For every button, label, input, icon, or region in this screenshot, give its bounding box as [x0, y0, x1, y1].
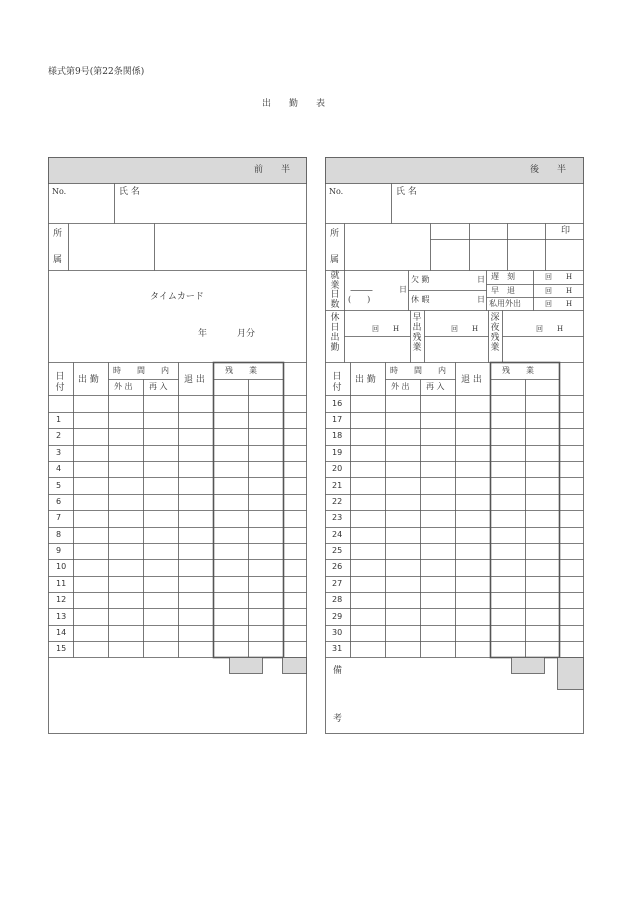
- right-section-label: 後 半: [530, 165, 567, 175]
- day-label: 29: [332, 611, 343, 621]
- left-no-label: No.: [52, 187, 67, 196]
- right-col-date: 日 付: [332, 372, 342, 393]
- day-label: 28: [332, 595, 343, 605]
- day-label: 23: [332, 513, 343, 523]
- early-label: 早 退: [491, 286, 515, 295]
- absence-label: 欠 勤: [411, 275, 430, 284]
- day-label: 9: [56, 546, 62, 556]
- left-affiliation-top: 所: [53, 229, 63, 239]
- day-label: 21: [332, 480, 343, 490]
- day-label: 14: [56, 627, 67, 637]
- early-ot-label: 早 出 残 業: [412, 313, 422, 353]
- absence-unit: 日: [477, 275, 485, 284]
- form-number: 様式第9号(第22条関係): [48, 67, 145, 77]
- night-ot-label: 深 夜 残 業: [490, 313, 500, 353]
- day-label: 3: [56, 447, 62, 457]
- workdays-paren: ( ): [348, 295, 371, 304]
- right-col-out: 外 出: [391, 382, 410, 391]
- right-affiliation-top: 所: [330, 229, 340, 239]
- left-col-attendance: 出 勤: [78, 375, 99, 385]
- early-unit: 回 H: [545, 287, 573, 295]
- document-title: 出 勤 表: [262, 99, 326, 109]
- day-label: 11: [56, 578, 67, 588]
- day-label: 4: [56, 464, 62, 474]
- right-col-attendance: 出 勤: [355, 375, 376, 385]
- left-section-label: 前 半: [254, 165, 291, 175]
- day-label: 19: [332, 447, 343, 457]
- day-label: 17: [332, 415, 343, 425]
- left-col-overtime: 残 業: [225, 366, 257, 375]
- day-label: 10: [56, 562, 67, 572]
- right-name-label: 氏 名: [396, 187, 417, 197]
- day-label: 25: [332, 546, 343, 556]
- private-out-unit: 回 H: [545, 300, 573, 308]
- day-label: 26: [332, 562, 343, 572]
- right-col-reenter: 再 入: [426, 382, 445, 391]
- late-unit: 回 H: [545, 273, 573, 281]
- day-label: 18: [332, 431, 343, 441]
- day-label: 1: [56, 415, 62, 425]
- day-label: 20: [332, 464, 343, 474]
- night-ot-value: 回 H: [536, 325, 564, 333]
- day-label: 16: [332, 398, 343, 408]
- day-label: 13: [56, 611, 67, 621]
- left-col-leave: 退 出: [184, 375, 205, 385]
- leave-unit: 日: [477, 295, 485, 304]
- left-col-hours-group: 時 間 内: [113, 366, 169, 375]
- left-col-reenter: 再 入: [149, 382, 168, 391]
- late-label: 遅 刻: [491, 272, 515, 281]
- left-col-out: 外 出: [114, 382, 133, 391]
- remarks-bottom: 考: [333, 714, 343, 724]
- left-col-date: 日 付: [55, 372, 65, 393]
- day-label: 24: [332, 529, 343, 539]
- timecard-label: タイムカード: [150, 292, 204, 302]
- year-label: 年: [198, 329, 208, 339]
- day-label: 6: [56, 496, 62, 506]
- right-col-leave: 退 出: [461, 375, 482, 385]
- day-label: 27: [332, 578, 343, 588]
- workdays-label: 就 業 日 数: [330, 271, 340, 310]
- right-affiliation-bottom: 属: [330, 255, 340, 265]
- leave-label: 休 暇: [411, 295, 430, 304]
- early-ot-value: 回 H: [451, 325, 479, 333]
- day-label: 12: [56, 595, 67, 605]
- right-no-label: No.: [329, 187, 344, 196]
- left-name-label: 氏 名: [119, 187, 140, 197]
- day-label: 7: [56, 513, 62, 523]
- seal-label: 印: [561, 226, 571, 236]
- day-label: 31: [332, 644, 343, 654]
- month-label: 月分: [237, 329, 256, 339]
- remarks-top: 備: [333, 666, 343, 676]
- left-affiliation-bottom: 属: [53, 255, 63, 265]
- right-col-overtime: 残 業: [502, 366, 534, 375]
- day-label: 5: [56, 480, 62, 490]
- day-label: 15: [56, 644, 67, 654]
- workdays-unit: 日: [399, 285, 407, 294]
- right-col-hours-group: 時 間 内: [390, 366, 446, 375]
- holiday-value: 回 H: [372, 325, 400, 333]
- day-label: 22: [332, 496, 343, 506]
- private-out-label: 私用外出: [489, 299, 521, 308]
- day-label: 30: [332, 627, 343, 637]
- day-label: 8: [56, 529, 62, 539]
- holiday-label: 休 日 出 勤: [330, 313, 340, 353]
- day-label: 2: [56, 431, 62, 441]
